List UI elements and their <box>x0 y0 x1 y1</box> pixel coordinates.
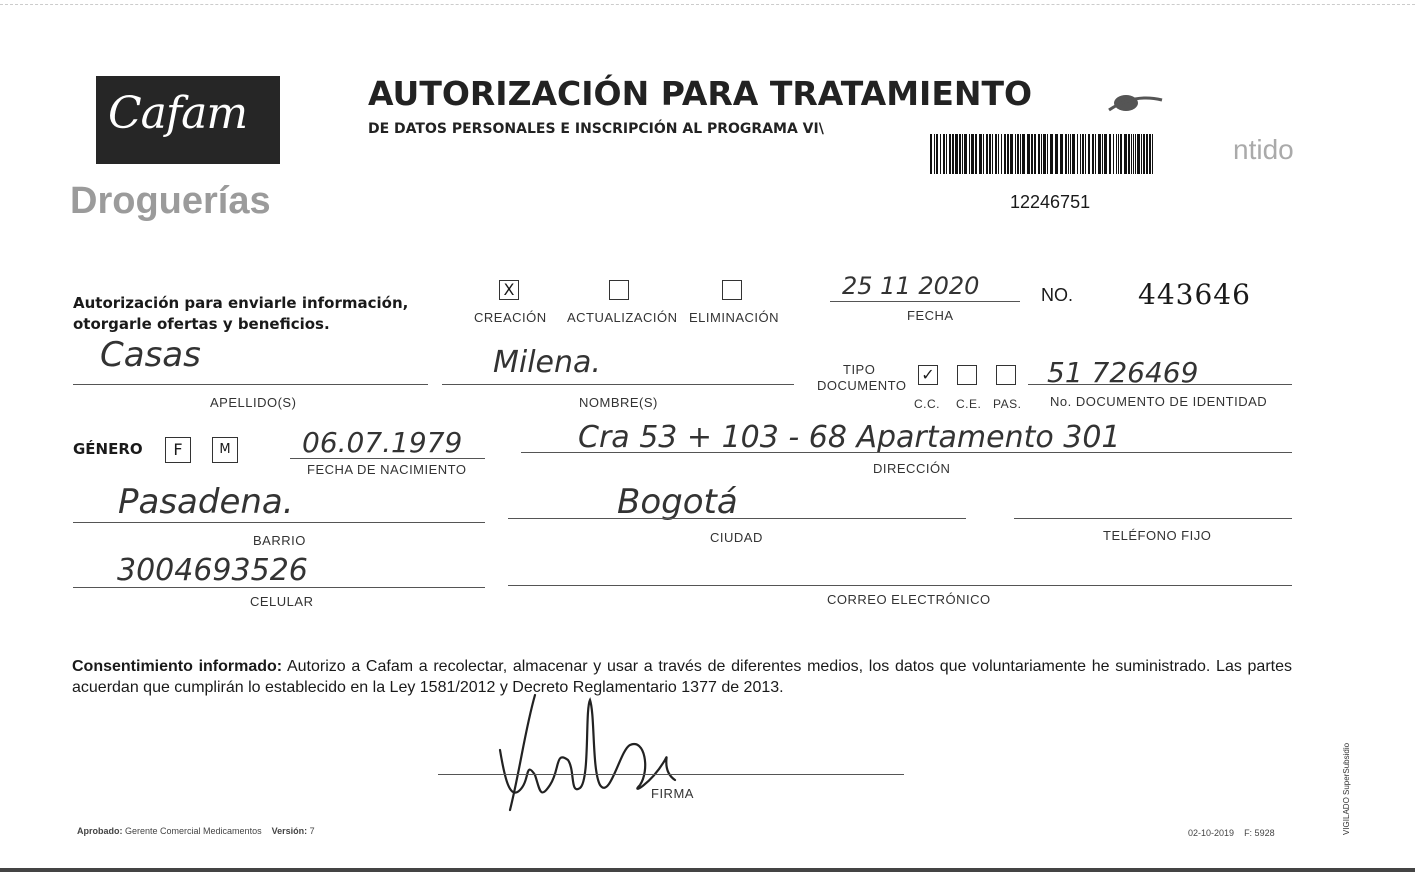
vigilado-text: VIGILADO SuperSubsidio <box>1342 742 1351 835</box>
ce-checkbox[interactable] <box>957 365 977 385</box>
barcode-bar <box>1124 134 1127 174</box>
creacion-checkbox[interactable]: X <box>499 280 519 300</box>
barcode-bar <box>1027 134 1030 174</box>
genero-label: GÉNERO <box>73 440 143 458</box>
barcode-bar <box>1120 134 1122 174</box>
barcode-bar <box>1102 134 1103 174</box>
telefono-label: TELÉFONO FIJO <box>1103 528 1212 543</box>
celular-line <box>73 587 485 588</box>
fecha-value[interactable]: 25 11 2020 <box>842 272 980 300</box>
top-edge <box>0 4 1415 5</box>
ciudad-label: CIUDAD <box>710 530 763 545</box>
approval-info <box>77 826 315 836</box>
barcode-bar <box>959 134 961 174</box>
doc-number-label: No. DOCUMENTO DE IDENTIDAD <box>1050 394 1268 409</box>
barcode-bar <box>1043 134 1046 174</box>
actualizacion-label: ACTUALIZACIÓN <box>567 310 678 325</box>
intro-line-1: Autorización para enviarle información, <box>73 294 409 312</box>
celular-value[interactable]: 3004693526 <box>117 553 308 588</box>
barcode-bar <box>1017 134 1019 174</box>
barcode-bar <box>1031 134 1033 174</box>
signature <box>480 690 700 830</box>
barcode-bar <box>989 134 991 174</box>
nombres-label: NOMBRE(S) <box>579 395 658 410</box>
form-codes <box>1188 828 1275 838</box>
barcode-bar <box>1022 134 1025 174</box>
barcode-bar <box>955 134 958 174</box>
consent-heading: Consentimiento informado: <box>72 658 283 675</box>
fecha-label: FECHA <box>907 308 954 323</box>
signature-label: FIRMA <box>651 786 694 801</box>
barcode-bar <box>1082 134 1084 174</box>
tipo-doc-label-2: DOCUMENTO <box>817 378 907 393</box>
cafam-logo-text: Cafam <box>108 88 248 139</box>
barcode-bar <box>1104 134 1107 174</box>
aprobado-value: Gerente Comercial Medicamentos <box>125 826 262 836</box>
barcode-bar <box>1113 134 1114 174</box>
form-subtitle: DE DATOS PERSONALES E INSCRIPCIÓN AL PROGRAMA VI\ <box>368 121 824 137</box>
signature-line <box>438 774 904 775</box>
barcode-bar <box>1141 134 1142 174</box>
program-logo-icon <box>1104 88 1164 118</box>
barcode-bar <box>964 134 967 174</box>
barcode-bar <box>1098 134 1101 174</box>
direccion-label: DIRECCIÓN <box>873 461 951 476</box>
doc-number-value[interactable]: 51 726469 <box>1047 356 1199 389</box>
barcode <box>930 134 1155 174</box>
barcode-bar <box>1055 134 1058 174</box>
barcode-bar <box>936 134 938 174</box>
barrio-line <box>73 522 485 523</box>
barcode-bar <box>979 134 982 174</box>
date-code: 02-10-2019 <box>1188 828 1235 838</box>
consent-text: Autorizo a Cafam a recolectar, almacenar y usar a través de diferentes medios, los datos que voluntariamente he suministrado. Las partes acuerdan que cumplirán lo establecido en la Ley 1581/2012 y Decreto Reglamentario 1377 de 2013. <box>72 658 1293 696</box>
ciudad-line <box>508 518 966 519</box>
barcode-bar <box>1034 134 1036 174</box>
barcode-bar <box>1068 134 1069 174</box>
nacimiento-value[interactable]: 06.07.1979 <box>302 426 463 459</box>
barcode-bar <box>1060 134 1063 174</box>
barcode-bar <box>952 134 954 174</box>
form-number: 443646 <box>1138 278 1251 311</box>
ciudad-value[interactable]: Bogotá <box>617 482 738 522</box>
barcode-bar <box>1116 134 1117 174</box>
barcode-bar <box>930 134 932 174</box>
barcode-bar <box>1001 134 1002 174</box>
barcode-bar <box>949 134 951 174</box>
cut-off-text: ntido <box>1233 134 1294 165</box>
barcode-bar <box>1020 134 1021 174</box>
barcode-bar <box>1041 134 1042 174</box>
form-code: F: 5928 <box>1244 828 1275 838</box>
barcode-bar <box>992 134 993 174</box>
pas-label: PAS. <box>993 397 1022 411</box>
barcode-bar <box>934 134 935 174</box>
nacimiento-line <box>290 458 485 459</box>
apellidos-line <box>73 384 428 385</box>
nacimiento-label: FECHA DE NACIMIENTO <box>307 462 467 477</box>
barcode-bar <box>1065 134 1067 174</box>
barcode-bar <box>998 134 999 174</box>
barcode-bar <box>962 134 963 174</box>
doc-number-line <box>1028 384 1292 385</box>
actualizacion-checkbox[interactable] <box>609 280 629 300</box>
apellidos-value[interactable]: Casas <box>100 335 201 375</box>
barcode-bar <box>1092 134 1094 174</box>
barcode-bar <box>1135 134 1136 174</box>
form-title: AUTORIZACIÓN PARA TRATAMIENTO <box>368 74 1033 113</box>
celular-label: CELULAR <box>250 594 314 609</box>
barcode-bar <box>943 134 945 174</box>
barcode-number: 12246751 <box>1010 192 1091 212</box>
ce-label: C.E. <box>956 397 982 411</box>
direccion-line <box>521 452 1292 453</box>
barcode-bar <box>1004 134 1006 174</box>
barcode-bar <box>1095 134 1096 174</box>
correo-label: CORREO ELECTRÓNICO <box>827 592 991 607</box>
creacion-label: CREACIÓN <box>474 310 547 325</box>
barcode-bar <box>1085 134 1086 174</box>
barcode-bar <box>975 134 977 174</box>
eliminacion-checkbox[interactable] <box>722 280 742 300</box>
nombres-line <box>442 384 794 385</box>
barcode-bar <box>946 134 947 174</box>
cc-label: C.C. <box>914 397 940 411</box>
telefono-line <box>1014 518 1292 519</box>
aprobado-label: Aprobado: <box>77 826 123 836</box>
genero-f-checkbox[interactable]: F <box>165 437 191 463</box>
barcode-bar <box>1149 134 1151 174</box>
barcode-bar <box>1070 134 1071 174</box>
cc-checkbox[interactable]: ✓ <box>918 365 938 385</box>
barcode-bar <box>1133 134 1134 174</box>
barcode-bar <box>983 134 984 174</box>
barcode-bar <box>1050 134 1053 174</box>
barcode-bar <box>995 134 997 174</box>
barrio-value[interactable]: Pasadena. <box>118 482 294 522</box>
eliminacion-label: ELIMINACIÓN <box>689 310 780 325</box>
barcode-bar <box>1007 134 1009 174</box>
barcode-bar <box>1146 134 1148 174</box>
barcode-bar <box>986 134 988 174</box>
barcode-bar <box>971 134 974 174</box>
no-label: NO. <box>1041 285 1074 305</box>
barcode-bar <box>1128 134 1130 174</box>
fecha-line <box>830 301 1020 302</box>
brand-subtitle: Droguerías <box>70 180 271 222</box>
tipo-doc-label-1: TIPO <box>843 362 876 377</box>
barcode-bar <box>1118 134 1119 174</box>
direccion-value[interactable]: Cra 53 + 103 - 68 Apartamento 301 <box>578 420 1121 455</box>
version-label: Versión: <box>271 826 308 836</box>
genero-m-checkbox[interactable]: M <box>212 437 238 463</box>
apellidos-label: APELLIDO(S) <box>210 395 297 410</box>
correo-line <box>508 585 1292 586</box>
vigilado-mark <box>1340 720 1354 840</box>
barcode-bar <box>1010 134 1013 174</box>
barcode-bar <box>1143 134 1145 174</box>
barcode-bar <box>969 134 970 174</box>
barcode-bar <box>1077 134 1078 174</box>
bottom-edge <box>0 868 1415 872</box>
barcode-bar <box>1080 134 1081 174</box>
barcode-bar <box>1137 134 1140 174</box>
barcode-bar <box>1072 134 1075 174</box>
barrio-label: BARRIO <box>253 533 306 548</box>
barcode-bar <box>1131 134 1132 174</box>
barcode-bar <box>1015 134 1016 174</box>
barcode-bar <box>1088 134 1090 174</box>
intro-line-2: otorgarle ofertas y beneficios. <box>73 315 330 333</box>
barcode-bar <box>1152 134 1153 174</box>
barcode-bar <box>1109 134 1111 174</box>
version-value: 7 <box>309 826 315 836</box>
pas-checkbox[interactable] <box>996 365 1016 385</box>
barcode-bar <box>1047 134 1048 174</box>
barcode-bar <box>1038 134 1040 174</box>
barcode-bar <box>940 134 941 174</box>
nombres-value[interactable]: Milena. <box>493 345 601 380</box>
